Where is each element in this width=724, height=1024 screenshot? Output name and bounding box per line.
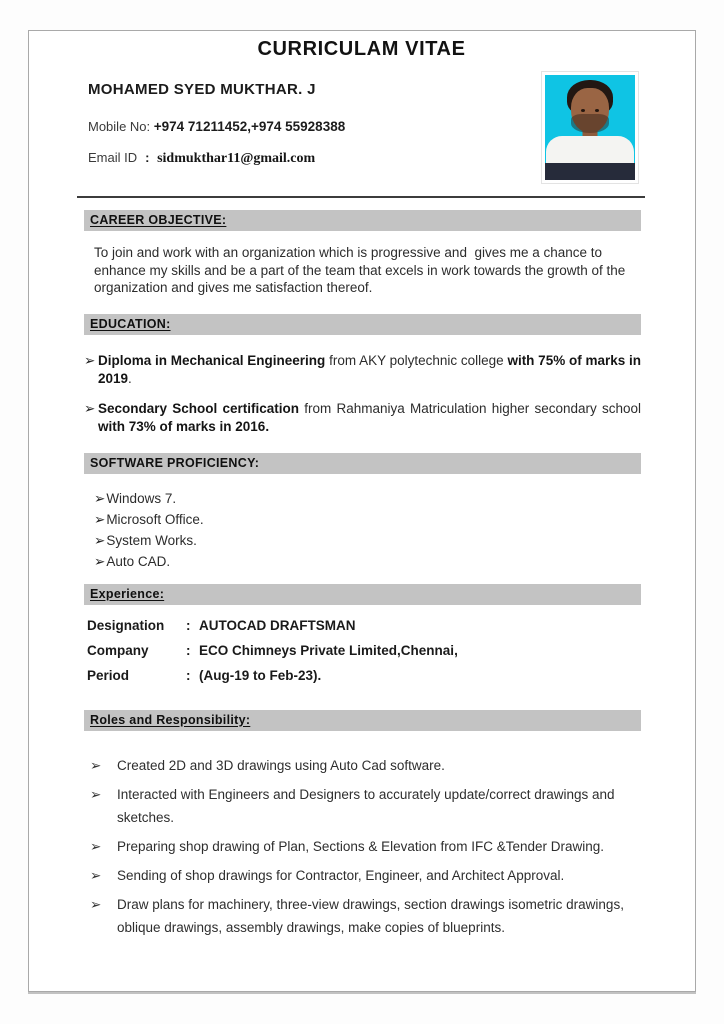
arrow-bullet-icon: ➢ bbox=[90, 838, 102, 854]
role-item-text: Sending of shop drawings for Contractor, Engineer, and Architect Approval. bbox=[117, 867, 565, 883]
photo-eye-right bbox=[595, 109, 599, 112]
table-row bbox=[87, 668, 639, 684]
section-heading-experience bbox=[84, 584, 641, 605]
arrow-bullet-icon: ➢ bbox=[94, 490, 106, 506]
education-item-text bbox=[98, 400, 641, 437]
table-row bbox=[87, 618, 639, 634]
list-item bbox=[90, 783, 642, 829]
software-item-text: Auto CAD. bbox=[106, 553, 171, 569]
photo-face bbox=[571, 88, 609, 133]
education-marks: with 73% of marks in 2016. bbox=[98, 419, 270, 434]
email-colon: : bbox=[145, 150, 150, 165]
role-item-text: Created 2D and 3D drawings using Auto Cad software. bbox=[117, 757, 445, 773]
experience-details bbox=[87, 618, 639, 684]
section-heading-education bbox=[84, 314, 641, 335]
list-item bbox=[94, 488, 639, 509]
arrow-bullet-icon: ➢ bbox=[94, 532, 106, 548]
education-institution: from AKY polytechnic college bbox=[325, 352, 508, 368]
experience-row-label: Company bbox=[87, 642, 149, 658]
education-degree: Diploma in Mechanical Engineering bbox=[98, 352, 326, 368]
role-item-text: Preparing shop drawing of Plan, Sections & Elevation from IFC &Tender Drawing. bbox=[117, 838, 604, 854]
list-item bbox=[94, 509, 639, 530]
arrow-bullet-icon: ➢ bbox=[84, 352, 96, 368]
arrow-bullet-icon: ➢ bbox=[90, 786, 102, 802]
section-heading-software-proficiency bbox=[84, 453, 641, 474]
software-item-text: Microsoft Office. bbox=[106, 511, 204, 527]
experience-row-value: ECO Chimneys Private Limited,Chennai, bbox=[199, 642, 458, 658]
education-heading-text: EDUCATION: bbox=[90, 316, 171, 331]
page-title: CURRICULAM VITAE bbox=[257, 38, 466, 60]
arrow-bullet-icon: ➢ bbox=[90, 896, 102, 912]
photo-shirt-band bbox=[545, 163, 635, 180]
list-item bbox=[90, 893, 642, 939]
mobile-numbers: +974 71211452,+974 55928388 bbox=[153, 119, 346, 134]
experience-row-colon: : bbox=[186, 642, 191, 658]
experience-row-label: Designation bbox=[87, 617, 165, 633]
experience-row-value: AUTOCAD DRAFTSMAN bbox=[199, 617, 356, 633]
list-item bbox=[90, 864, 642, 887]
cv-page bbox=[28, 30, 696, 992]
list-item bbox=[84, 352, 641, 389]
education-list bbox=[84, 352, 639, 437]
section-heading-roles bbox=[84, 710, 641, 731]
software-proficiency-heading-text: SOFTWARE PROFICIENCY: bbox=[90, 455, 260, 470]
software-list bbox=[94, 488, 639, 572]
education-item-text bbox=[98, 352, 641, 389]
photo-eye-left bbox=[581, 109, 585, 112]
email-address: sidmukthar11@gmail.com bbox=[157, 151, 316, 166]
experience-heading-text: Experience: bbox=[90, 586, 165, 601]
experience-row-colon: : bbox=[186, 617, 191, 633]
roles-list bbox=[90, 754, 639, 939]
mobile-line bbox=[88, 119, 345, 134]
photo-shirt bbox=[546, 136, 634, 164]
education-marks: with 75% of marks in 2019 bbox=[98, 352, 641, 386]
email-line bbox=[88, 150, 315, 167]
arrow-bullet-icon: ➢ bbox=[90, 867, 102, 883]
role-item-text: Draw plans for machinery, three-view drawings, section drawings isometric drawings, oblique drawings, assembly drawings, make copies of blueprints. bbox=[117, 896, 624, 935]
applicant-photo bbox=[541, 71, 639, 184]
list-item bbox=[90, 754, 642, 777]
roles-heading-text: Roles and Responsibility: bbox=[90, 712, 251, 727]
education-item-end: . bbox=[128, 371, 132, 386]
experience-row-colon: : bbox=[186, 667, 191, 683]
software-item-text: System Works. bbox=[106, 532, 197, 548]
section-heading-career-objective bbox=[84, 210, 641, 231]
arrow-bullet-icon: ➢ bbox=[94, 511, 106, 527]
arrow-bullet-icon: ➢ bbox=[84, 400, 96, 416]
education-institution: from Rahmaniya Matriculation higher secondary school bbox=[299, 400, 641, 416]
applicant-name: MOHAMED SYED MUKTHAR. J bbox=[88, 81, 316, 98]
email-label: Email ID bbox=[88, 150, 138, 165]
list-item bbox=[94, 551, 639, 572]
experience-row-label: Period bbox=[87, 667, 130, 683]
arrow-bullet-icon: ➢ bbox=[94, 553, 106, 569]
mobile-label: Mobile No: bbox=[88, 119, 151, 134]
cv-header bbox=[84, 61, 639, 196]
software-item-text: Windows 7. bbox=[106, 490, 177, 506]
career-objective-paragraph: To join and work with an organization which is progressive and gives me a chance to enhance my skills and be a part of the team that excels in work towards the growth of the organization and gives me satisfaction thereof. bbox=[94, 245, 630, 295]
role-item-text: Interacted with Engineers and Designers to accurately update/correct drawings and sketches. bbox=[117, 786, 615, 825]
table-row bbox=[87, 643, 639, 659]
education-degree: Secondary School certification bbox=[98, 400, 299, 416]
experience-row-value: (Aug-19 to Feb-23). bbox=[199, 667, 322, 683]
list-item bbox=[84, 400, 641, 437]
list-item bbox=[90, 835, 642, 858]
header-separator-line bbox=[77, 196, 645, 198]
arrow-bullet-icon: ➢ bbox=[90, 757, 102, 773]
list-item bbox=[94, 530, 639, 551]
career-objective-heading-text: CAREER OBJECTIVE: bbox=[90, 213, 227, 227]
photo-background bbox=[545, 75, 635, 180]
